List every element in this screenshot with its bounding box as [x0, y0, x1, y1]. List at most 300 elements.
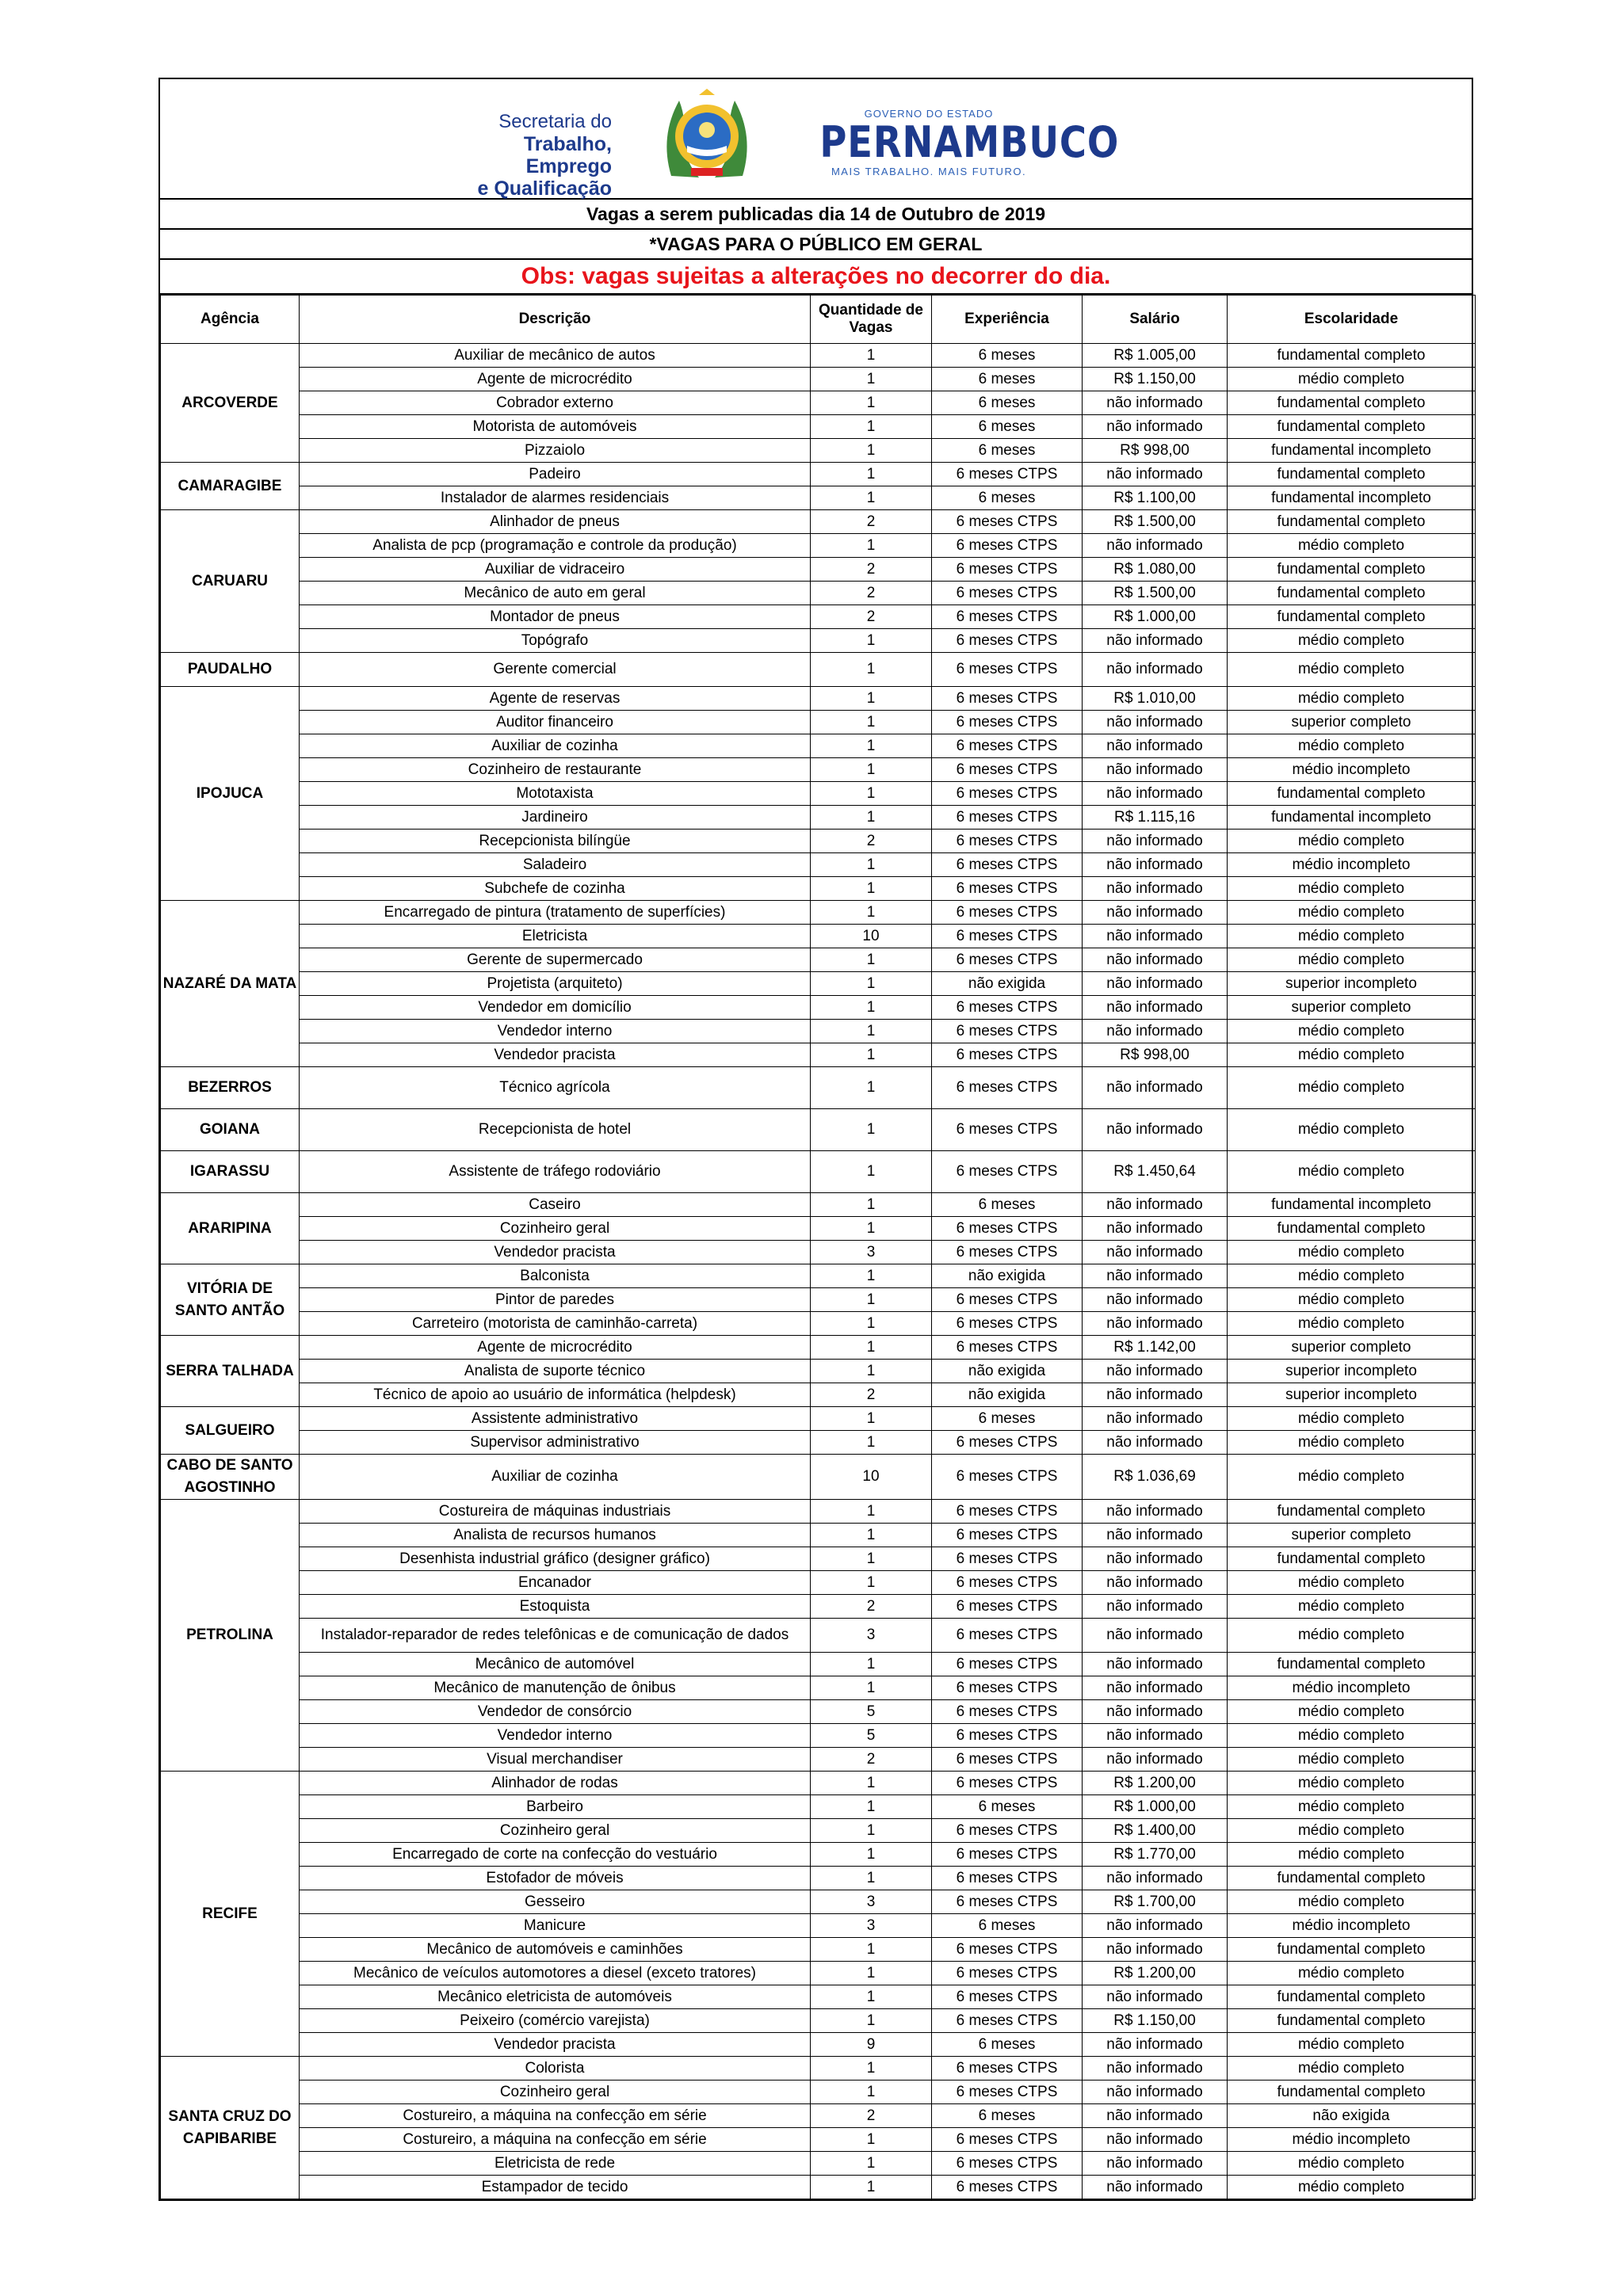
agency-cell: IGARASSU — [161, 1151, 300, 1193]
experience-cell: 6 meses CTPS — [932, 996, 1083, 1020]
vacancy-count-cell: 10 — [811, 925, 932, 948]
table-row — [161, 948, 1476, 972]
salary-cell: R$ 1.010,00 — [1083, 687, 1228, 711]
education-cell: médio completo — [1228, 1020, 1476, 1043]
education-cell: médio completo — [1228, 1595, 1476, 1619]
salary-cell: não informado — [1083, 2057, 1228, 2081]
experience-cell: 6 meses CTPS — [932, 1819, 1083, 1843]
experience-cell: 6 meses — [932, 1407, 1083, 1431]
experience-cell: 6 meses CTPS — [932, 463, 1083, 486]
education-cell: médio completo — [1228, 1890, 1476, 1914]
col-header-agency: Agência — [161, 296, 300, 344]
job-description-cell: Visual merchandiser — [300, 1748, 811, 1772]
salary-cell: não informado — [1083, 463, 1228, 486]
salary-cell: não informado — [1083, 1547, 1228, 1571]
experience-cell: 6 meses — [932, 486, 1083, 510]
education-cell: superior completo — [1228, 1524, 1476, 1547]
experience-cell: 6 meses CTPS — [932, 1500, 1083, 1524]
vacancy-count-cell: 1 — [811, 1067, 932, 1109]
vacancy-count-cell: 1 — [811, 1288, 932, 1312]
table-row — [161, 558, 1476, 582]
table-header-row — [161, 296, 1476, 344]
job-description-cell: Colorista — [300, 2057, 811, 2081]
education-cell: médio incompleto — [1228, 1676, 1476, 1700]
education-cell: médio completo — [1228, 901, 1476, 925]
header-logos — [160, 79, 1472, 200]
salary-cell: não informado — [1083, 996, 1228, 1020]
education-cell: superior completo — [1228, 711, 1476, 734]
salary-cell: não informado — [1083, 901, 1228, 925]
experience-cell: 6 meses CTPS — [932, 711, 1083, 734]
job-description-cell: Estofador de móveis — [300, 1867, 811, 1890]
vacancy-count-cell: 1 — [811, 1431, 932, 1455]
vacancy-count-cell: 1 — [811, 948, 932, 972]
salary-cell: não informado — [1083, 1312, 1228, 1336]
experience-cell: 6 meses CTPS — [932, 782, 1083, 806]
vacancy-count-cell: 1 — [811, 853, 932, 877]
table-row — [161, 734, 1476, 758]
education-cell: médio completo — [1228, 1843, 1476, 1867]
education-cell: fundamental incompleto — [1228, 806, 1476, 830]
col-header-salary: Salário — [1083, 296, 1228, 344]
job-description-cell: Técnico de apoio ao usuário de informática (helpdesk) — [300, 1383, 811, 1407]
vacancy-count-cell: 1 — [811, 1151, 932, 1193]
education-cell: fundamental completo — [1228, 1217, 1476, 1241]
job-description-cell: Cozinheiro de restaurante — [300, 758, 811, 782]
table-row — [161, 1772, 1476, 1795]
job-description-cell: Instalador de alarmes residenciais — [300, 486, 811, 510]
col-header-description: Descrição — [300, 296, 811, 344]
salary-cell: não informado — [1083, 1193, 1228, 1217]
vacancy-count-cell: 10 — [811, 1455, 932, 1500]
experience-cell: 6 meses CTPS — [932, 687, 1083, 711]
vacancy-count-cell: 1 — [811, 2057, 932, 2081]
table-row — [161, 1985, 1476, 2009]
table-row — [161, 1067, 1476, 1109]
education-cell: fundamental completo — [1228, 510, 1476, 534]
table-row — [161, 1867, 1476, 1890]
education-cell: médio completo — [1228, 1109, 1476, 1151]
job-description-cell: Auxiliar de mecânico de autos — [300, 344, 811, 368]
salary-cell: não informado — [1083, 2104, 1228, 2128]
vacancy-count-cell: 2 — [811, 582, 932, 605]
table-row — [161, 1595, 1476, 1619]
education-cell: médio completo — [1228, 734, 1476, 758]
pernambuco-crest-icon — [655, 89, 758, 189]
experience-cell: 6 meses CTPS — [932, 877, 1083, 901]
experience-cell: 6 meses — [932, 439, 1083, 463]
vacancy-count-cell: 1 — [811, 1962, 932, 1985]
salary-cell: R$ 1.400,00 — [1083, 1819, 1228, 1843]
table-row — [161, 1843, 1476, 1867]
table-row — [161, 1241, 1476, 1264]
education-cell: médio completo — [1228, 534, 1476, 558]
education-cell: médio completo — [1228, 1264, 1476, 1288]
vacancy-count-cell: 1 — [811, 368, 932, 391]
vacancy-count-cell: 1 — [811, 1193, 932, 1217]
table-row — [161, 2104, 1476, 2128]
vacancy-count-cell: 1 — [811, 2081, 932, 2104]
education-cell: médio completo — [1228, 2057, 1476, 2081]
agency-cell: SALGUEIRO — [161, 1407, 300, 1455]
job-description-cell: Vendedor pracista — [300, 1043, 811, 1067]
job-description-cell: Auxiliar de cozinha — [300, 734, 811, 758]
experience-cell: 6 meses CTPS — [932, 1890, 1083, 1914]
job-description-cell: Jardineiro — [300, 806, 811, 830]
secretaria-line1: Secretaria do — [498, 111, 612, 132]
job-description-cell: Padeiro — [300, 463, 811, 486]
job-description-cell: Pintor de paredes — [300, 1288, 811, 1312]
education-cell: fundamental completo — [1228, 463, 1476, 486]
education-cell: médio completo — [1228, 2033, 1476, 2057]
job-description-cell: Subchefe de cozinha — [300, 877, 811, 901]
col-header-education: Escolaridade — [1228, 296, 1476, 344]
education-cell: fundamental completo — [1228, 344, 1476, 368]
education-cell: médio completo — [1228, 1067, 1476, 1109]
vacancy-count-cell: 1 — [811, 439, 932, 463]
table-row — [161, 901, 1476, 925]
job-description-cell: Cozinheiro geral — [300, 1217, 811, 1241]
job-description-cell: Auditor financeiro — [300, 711, 811, 734]
vacancy-count-cell: 1 — [811, 534, 932, 558]
experience-cell: 6 meses CTPS — [932, 1336, 1083, 1360]
salary-cell: não informado — [1083, 1524, 1228, 1547]
table-row — [161, 1795, 1476, 1819]
job-description-cell: Agente de reservas — [300, 687, 811, 711]
vacancy-table-body — [161, 344, 1476, 2199]
experience-cell: 6 meses CTPS — [932, 1653, 1083, 1676]
vacancy-count-cell: 1 — [811, 1547, 932, 1571]
table-row — [161, 1962, 1476, 1985]
education-cell: médio completo — [1228, 925, 1476, 948]
experience-cell: 6 meses CTPS — [932, 1867, 1083, 1890]
education-cell: superior incompleto — [1228, 972, 1476, 996]
table-row — [161, 1407, 1476, 1431]
experience-cell: 6 meses CTPS — [932, 1547, 1083, 1571]
table-row — [161, 996, 1476, 1020]
experience-cell: 6 meses — [932, 415, 1083, 439]
salary-cell: não informado — [1083, 877, 1228, 901]
job-description-cell: Auxiliar de cozinha — [300, 1455, 811, 1500]
education-cell: médio completo — [1228, 2152, 1476, 2176]
table-row — [161, 1020, 1476, 1043]
job-description-cell: Costureira de máquinas industriais — [300, 1500, 811, 1524]
job-description-cell: Alinhador de rodas — [300, 1772, 811, 1795]
job-description-cell: Encanador — [300, 1571, 811, 1595]
education-cell: superior incompleto — [1228, 1383, 1476, 1407]
vacancy-count-cell: 1 — [811, 711, 932, 734]
agency-cell: ARCOVERDE — [161, 344, 300, 463]
education-cell: fundamental completo — [1228, 1653, 1476, 1676]
table-row — [161, 1151, 1476, 1193]
vacancy-count-cell: 1 — [811, 1217, 932, 1241]
vacancy-count-cell: 1 — [811, 1653, 932, 1676]
experience-cell: 6 meses CTPS — [932, 1043, 1083, 1067]
job-description-cell: Mecânico de auto em geral — [300, 582, 811, 605]
education-cell: médio completo — [1228, 1619, 1476, 1653]
vacancy-count-cell: 1 — [811, 2128, 932, 2152]
education-cell: médio completo — [1228, 1571, 1476, 1595]
experience-cell: não exigida — [932, 972, 1083, 996]
table-row — [161, 1043, 1476, 1067]
vacancy-count-cell: 1 — [811, 1360, 932, 1383]
salary-cell: R$ 1.200,00 — [1083, 1962, 1228, 1985]
experience-cell: 6 meses CTPS — [932, 2009, 1083, 2033]
agency-cell: PAUDALHO — [161, 653, 300, 687]
vacancy-count-cell: 2 — [811, 2104, 932, 2128]
table-row — [161, 1336, 1476, 1360]
experience-cell: 6 meses CTPS — [932, 806, 1083, 830]
experience-cell: 6 meses CTPS — [932, 1288, 1083, 1312]
experience-cell: 6 meses CTPS — [932, 1938, 1083, 1962]
salary-cell: R$ 1.500,00 — [1083, 582, 1228, 605]
job-description-cell: Vendedor de consórcio — [300, 1700, 811, 1724]
education-cell: médio completo — [1228, 629, 1476, 653]
education-cell: médio completo — [1228, 687, 1476, 711]
job-description-cell: Motorista de automóveis — [300, 415, 811, 439]
salary-cell: não informado — [1083, 1653, 1228, 1676]
job-description-cell: Eletricista — [300, 925, 811, 948]
salary-cell: não informado — [1083, 629, 1228, 653]
salary-cell: R$ 1.100,00 — [1083, 486, 1228, 510]
experience-cell: 6 meses CTPS — [932, 853, 1083, 877]
table-row — [161, 1431, 1476, 1455]
experience-cell: 6 meses CTPS — [932, 1595, 1083, 1619]
job-description-cell: Cozinheiro geral — [300, 2081, 811, 2104]
salary-cell: não informado — [1083, 1500, 1228, 1524]
salary-cell: não informado — [1083, 2152, 1228, 2176]
table-row — [161, 1547, 1476, 1571]
job-description-cell: Carreteiro (motorista de caminhão-carreta) — [300, 1312, 811, 1336]
governo-label: GOVERNO DO ESTADO — [864, 108, 994, 120]
experience-cell: 6 meses — [932, 391, 1083, 415]
table-row — [161, 629, 1476, 653]
job-description-cell: Gesseiro — [300, 1890, 811, 1914]
experience-cell: 6 meses CTPS — [932, 1619, 1083, 1653]
experience-cell: 6 meses CTPS — [932, 2081, 1083, 2104]
table-row — [161, 2176, 1476, 2199]
salary-cell: não informado — [1083, 1914, 1228, 1938]
job-description-cell: Vendedor em domicílio — [300, 996, 811, 1020]
education-cell: médio completo — [1228, 368, 1476, 391]
vacancy-count-cell: 1 — [811, 1264, 932, 1288]
salary-cell: não informado — [1083, 853, 1228, 877]
job-description-cell: Cozinheiro geral — [300, 1819, 811, 1843]
experience-cell: 6 meses CTPS — [932, 1151, 1083, 1193]
table-row — [161, 1914, 1476, 1938]
salary-cell: R$ 1.080,00 — [1083, 558, 1228, 582]
table-row — [161, 486, 1476, 510]
table-row — [161, 1724, 1476, 1748]
job-description-cell: Supervisor administrativo — [300, 1431, 811, 1455]
experience-cell: 6 meses CTPS — [932, 1962, 1083, 1985]
job-description-cell: Projetista (arquiteto) — [300, 972, 811, 996]
table-row — [161, 1819, 1476, 1843]
vacancy-count-cell: 1 — [811, 1043, 932, 1067]
education-cell: fundamental completo — [1228, 2009, 1476, 2033]
job-description-cell: Vendedor pracista — [300, 2033, 811, 2057]
education-cell: médio completo — [1228, 1455, 1476, 1500]
job-description-cell: Costureiro, a máquina na confecção em série — [300, 2104, 811, 2128]
experience-cell: não exigida — [932, 1264, 1083, 1288]
table-row — [161, 463, 1476, 486]
job-description-cell: Pizzaiolo — [300, 439, 811, 463]
education-cell: médio completo — [1228, 1312, 1476, 1336]
vacancy-count-cell: 3 — [811, 1241, 932, 1264]
salary-cell: não informado — [1083, 415, 1228, 439]
experience-cell: 6 meses CTPS — [932, 1571, 1083, 1595]
job-description-cell: Mecânico eletricista de automóveis — [300, 1985, 811, 2009]
salary-cell: R$ 1.150,00 — [1083, 2009, 1228, 2033]
job-description-cell: Encarregado de pintura (tratamento de superfícies) — [300, 901, 811, 925]
vacancy-count-cell: 1 — [811, 734, 932, 758]
vacancy-count-cell: 1 — [811, 1109, 932, 1151]
job-description-cell: Topógrafo — [300, 629, 811, 653]
vacancy-count-cell: 1 — [811, 1867, 932, 1890]
job-description-cell: Analista de recursos humanos — [300, 1524, 811, 1547]
education-cell: médio completo — [1228, 1288, 1476, 1312]
vacancy-count-cell: 1 — [811, 463, 932, 486]
experience-cell: 6 meses CTPS — [932, 1067, 1083, 1109]
job-description-cell: Barbeiro — [300, 1795, 811, 1819]
salary-cell: não informado — [1083, 782, 1228, 806]
experience-cell: 6 meses CTPS — [932, 925, 1083, 948]
education-cell: médio completo — [1228, 948, 1476, 972]
experience-cell: 6 meses CTPS — [932, 1524, 1083, 1547]
salary-cell: não informado — [1083, 2081, 1228, 2104]
education-cell: médio incompleto — [1228, 853, 1476, 877]
agency-cell: RECIFE — [161, 1772, 300, 2057]
job-description-cell: Vendedor interno — [300, 1724, 811, 1748]
job-description-cell: Mecânico de manutenção de ônibus — [300, 1676, 811, 1700]
job-description-cell: Assistente de tráfego rodoviário — [300, 1151, 811, 1193]
vacancy-count-cell: 1 — [811, 1772, 932, 1795]
salary-cell: R$ 1.036,69 — [1083, 1455, 1228, 1500]
col-header-experience: Experiência — [932, 296, 1083, 344]
job-description-cell: Costureiro, a máquina na confecção em série — [300, 2128, 811, 2152]
salary-cell: não informado — [1083, 1571, 1228, 1595]
table-row — [161, 368, 1476, 391]
table-row — [161, 1748, 1476, 1772]
salary-cell: não informado — [1083, 1264, 1228, 1288]
table-row — [161, 830, 1476, 853]
table-row — [161, 1360, 1476, 1383]
table-row — [161, 1938, 1476, 1962]
job-description-cell: Técnico agrícola — [300, 1067, 811, 1109]
salary-cell: não informado — [1083, 1217, 1228, 1241]
table-row — [161, 1455, 1476, 1500]
job-description-cell: Analista de pcp (programação e controle da produção) — [300, 534, 811, 558]
vacancy-count-cell: 1 — [811, 782, 932, 806]
salary-cell: R$ 998,00 — [1083, 439, 1228, 463]
experience-cell: 6 meses CTPS — [932, 1772, 1083, 1795]
education-cell: fundamental incompleto — [1228, 486, 1476, 510]
experience-cell: 6 meses CTPS — [932, 1843, 1083, 1867]
experience-cell: 6 meses CTPS — [932, 948, 1083, 972]
table-row — [161, 806, 1476, 830]
table-row — [161, 1383, 1476, 1407]
vacancy-count-cell: 1 — [811, 1407, 932, 1431]
vacancy-count-cell: 1 — [811, 2176, 932, 2199]
salary-cell: não informado — [1083, 1288, 1228, 1312]
agency-cell: BEZERROS — [161, 1067, 300, 1109]
education-cell: médio incompleto — [1228, 758, 1476, 782]
vacancy-count-cell: 1 — [811, 758, 932, 782]
education-cell: fundamental completo — [1228, 2081, 1476, 2104]
salary-cell: não informado — [1083, 1020, 1228, 1043]
education-cell: médio completo — [1228, 830, 1476, 853]
job-description-cell: Balconista — [300, 1264, 811, 1288]
experience-cell: 6 meses CTPS — [932, 1455, 1083, 1500]
vacancy-count-cell: 1 — [811, 2152, 932, 2176]
vacancy-count-cell: 1 — [811, 1500, 932, 1524]
education-cell: fundamental incompleto — [1228, 1193, 1476, 1217]
table-row — [161, 1109, 1476, 1151]
table-row — [161, 782, 1476, 806]
estado-label: PERNAMBUCO — [819, 117, 1120, 167]
vacancy-count-cell: 2 — [811, 1383, 932, 1407]
vacancy-count-cell: 1 — [811, 996, 932, 1020]
experience-cell: 6 meses — [932, 344, 1083, 368]
table-row — [161, 510, 1476, 534]
experience-cell: 6 meses CTPS — [932, 653, 1083, 687]
table-row — [161, 877, 1476, 901]
experience-cell: 6 meses CTPS — [932, 558, 1083, 582]
vacancy-count-cell: 1 — [811, 1819, 932, 1843]
job-description-cell: Gerente comercial — [300, 653, 811, 687]
job-description-cell: Gerente de supermercado — [300, 948, 811, 972]
pernambuco-logo — [802, 108, 1120, 177]
vacancy-count-cell: 1 — [811, 901, 932, 925]
vacancy-count-cell: 2 — [811, 830, 932, 853]
salary-cell: R$ 1.200,00 — [1083, 1772, 1228, 1795]
table-row — [161, 687, 1476, 711]
experience-cell: 6 meses CTPS — [932, 901, 1083, 925]
education-cell: médio completo — [1228, 1431, 1476, 1455]
experience-cell: 6 meses CTPS — [932, 1217, 1083, 1241]
salary-cell: não informado — [1083, 1109, 1228, 1151]
job-description-cell: Recepcionista de hotel — [300, 1109, 811, 1151]
job-description-cell: Caseiro — [300, 1193, 811, 1217]
vacancy-count-cell: 5 — [811, 1700, 932, 1724]
table-row — [161, 415, 1476, 439]
table-row — [161, 853, 1476, 877]
job-description-cell: Saladeiro — [300, 853, 811, 877]
education-cell: médio completo — [1228, 1407, 1476, 1431]
experience-cell: 6 meses — [932, 2033, 1083, 2057]
job-description-cell: Agente de microcrédito — [300, 1336, 811, 1360]
slogan-label: MAIS TRABALHO. MAIS FUTURO. — [831, 166, 1027, 177]
table-row — [161, 605, 1476, 629]
vacancy-count-cell: 1 — [811, 486, 932, 510]
experience-cell: 6 meses — [932, 1193, 1083, 1217]
experience-cell: 6 meses CTPS — [932, 830, 1083, 853]
salary-cell: não informado — [1083, 1700, 1228, 1724]
experience-cell: 6 meses CTPS — [932, 2128, 1083, 2152]
salary-cell: não informado — [1083, 1867, 1228, 1890]
education-cell: fundamental completo — [1228, 415, 1476, 439]
table-row — [161, 2057, 1476, 2081]
agency-cell: CABO DE SANTO AGOSTINHO — [161, 1455, 300, 1500]
vacancy-count-cell: 1 — [811, 687, 932, 711]
experience-cell: 6 meses CTPS — [932, 1020, 1083, 1043]
job-description-cell: Manicure — [300, 1914, 811, 1938]
vacancy-count-cell: 2 — [811, 558, 932, 582]
agency-cell: SANTA CRUZ DO CAPIBARIBE — [161, 2057, 300, 2199]
education-cell: médio completo — [1228, 1962, 1476, 1985]
table-row — [161, 1524, 1476, 1547]
experience-cell: 6 meses CTPS — [932, 1109, 1083, 1151]
